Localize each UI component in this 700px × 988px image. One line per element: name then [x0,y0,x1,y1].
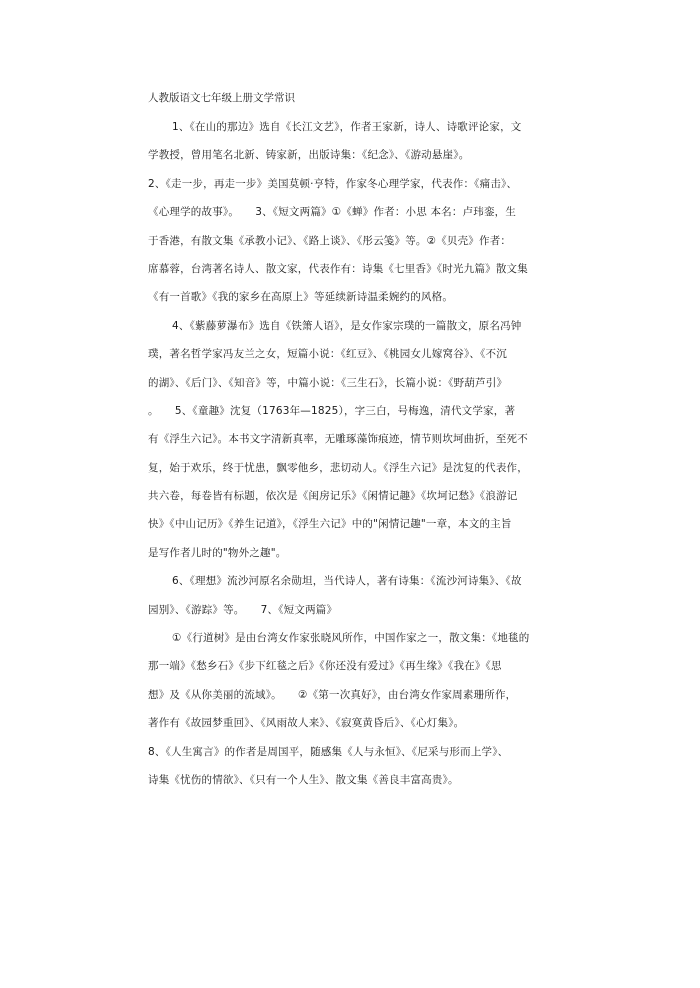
text-line: 席慕蓉，台湾著名诗人、散文家，代表作有：诗集《七里香》《时光九篇》散文集 [148,262,528,275]
text-line: 8、《人生寓言》的作者是周国平，随感集《人与永恒》、《尼采与形而上学》、 [148,745,509,758]
text-line: 诗集《忧伤的情欲》、《只有一个人生》、散文集《善良丰富高贵》。 [148,773,459,786]
text-line: ①《行道树》是由台湾女作家张晓风所作，中国作家之一，散文集：《地毯的 [172,632,530,645]
text-line: 著作有《故园梦重回》、《风雨故人来》、《寂寞黄昏后》、《心灯集》。 [148,717,465,730]
text-line: 于香港，有散文集《承教小记》、《路上谈》、《彤云笺》等。②《贝壳》作者： [148,234,512,247]
text-line: 2、《走一步，再走一步》美国莫顿·亨特，作家冬心理学家，代表作：《痛击》、 [148,177,518,190]
document-body [148,90,600,800]
text-line: 想》及《从你美丽的流域》。 ②《第一次真好》，由台湾女作家周素珊所作， [148,688,517,701]
document-title: 人教版语文七年级上册文学常识 [148,92,295,104]
text-line: 。 5、《童趣》沈复（1763年—1825），字三白，号梅逸，清代文学家，著 [148,404,516,417]
text-line: 《心理学的故事》。 3、《短文两篇》①《蝉》作者：小思 本名：卢玮銮，生 [148,206,517,219]
text-line: 4、《紫藤萝瀑布》选自《铁箫人语》，是女作家宗璞的一篇散文，原名冯钟 [172,319,522,332]
text-line: 共六卷，每卷皆有标题，依次是《闺房记乐》《闲情记趣》《坎坷记愁》《浪游记 [148,490,518,503]
text-line: 6、《理想》流沙河原名余勋坦，当代诗人，著有诗集：《流沙河诗集》、《故 [172,575,522,588]
text-line: 璞，著名哲学家冯友兰之女，短篇小说：《红豆》、《桃园女儿嫁窝谷》、《不沉 [148,348,507,361]
text-line: 1、《在山的那边》选自《长江文艺》，作者王家新，诗人、诗歌评论家，文 [172,121,522,133]
text-line: 学教授，曾用笔名北新、铸家新，出版诗集：《纪念》、《游动悬崖》。 [148,149,470,162]
text-line: 复，始于欢乐，终于忧患，飘零他乡，悲切动人。《浮生六记》是沈复的代表作， [148,461,528,474]
text-line: 《有一首歌》《我的家乡在高原上》等延续新诗温柔婉约的风格。 [148,291,454,304]
text-line: 有《浮生六记》。本书文字清新真率，无雕琢藻饰痕迹，情节则坎坷曲折，至死不 [148,433,528,446]
document-text [148,119,600,788]
text-line: 快》《中山记历》《养生记道》，《浮生六记》中的"闲情记趣"一章，本文的主旨 [148,518,512,531]
text-line: 的湖》、《后门》、《知音》等，中篇小说：《三生石》，长篇小说：《野葫芦引》 [148,376,508,389]
text-line: 园别》、《游踪》等。 7、《短文两篇》 [148,603,338,616]
text-line: 那一端》《愁乡石》《步下红毯之后》《你还没有爱过》《再生缘》《我在》《思 [148,660,502,673]
text-line: 是写作者儿时的"物外之趣"。 [148,546,287,559]
